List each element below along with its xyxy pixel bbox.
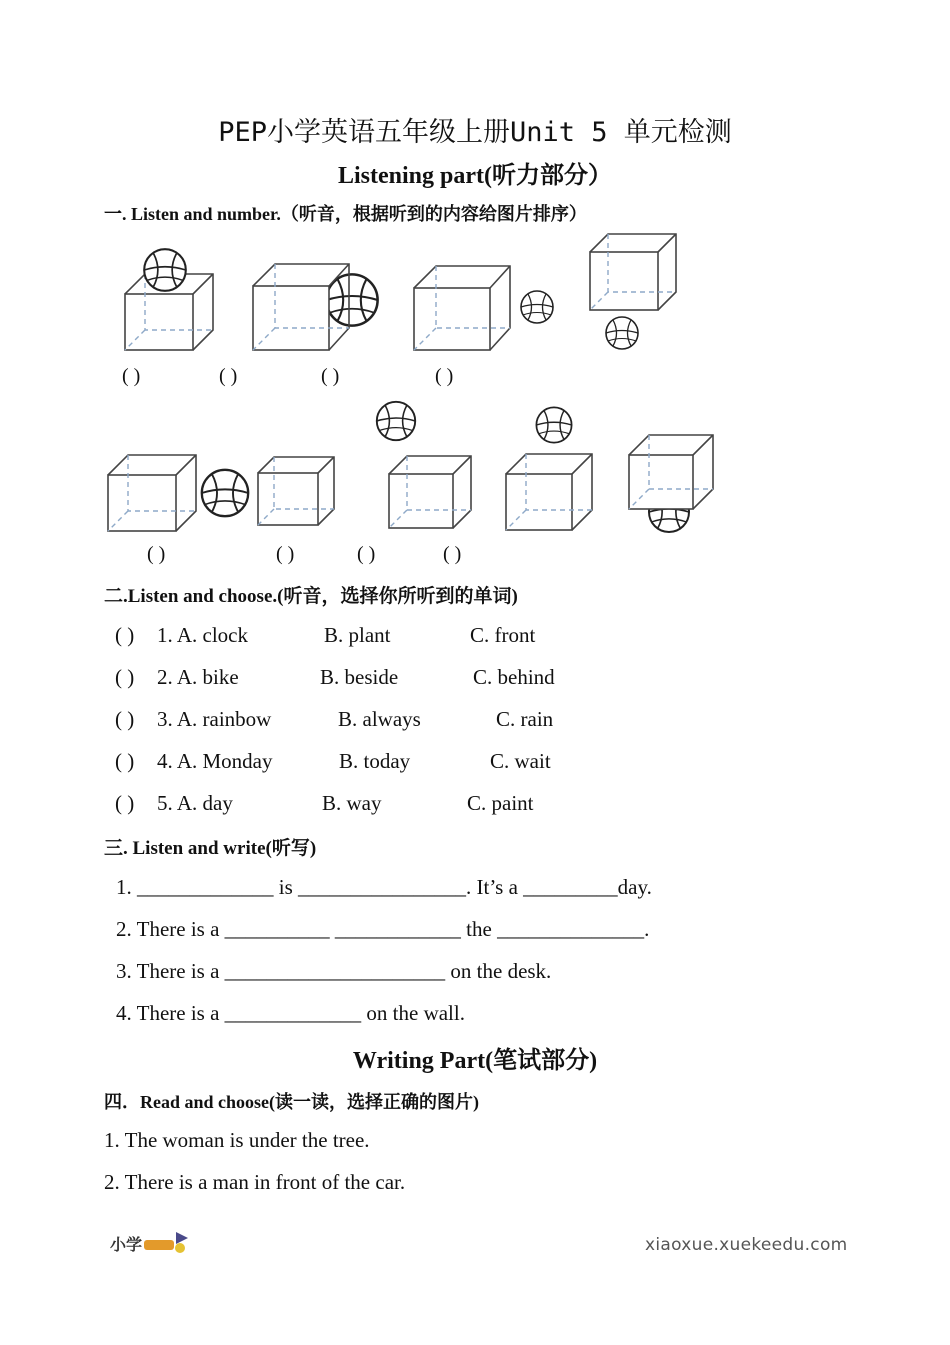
option-b: B. beside <box>320 665 399 689</box>
option-c: C. wait <box>490 749 551 773</box>
reading-sentence: 1. The woman is under the tree. <box>104 1128 370 1152</box>
option-a: 2. A. bike <box>157 665 239 689</box>
section1-heading: 一. Listen and number.（听音，根据听到的内容给图片排序） <box>104 204 587 224</box>
answer-blank[interactable]: ( ) <box>443 543 462 565</box>
section3-heading: 三. Listen and write(听写) <box>104 838 317 859</box>
picture-ball-on-box <box>125 249 213 350</box>
option-a: 5. A. day <box>157 791 233 815</box>
listening-heading: Listening part(听力部分） <box>337 163 612 189</box>
answer-blank[interactable]: ( ) <box>115 665 135 689</box>
option-b: B. way <box>322 791 382 815</box>
answer-blank[interactable]: ( ) <box>435 365 454 387</box>
option-c: C. rain <box>496 707 554 731</box>
picture-ball-above-box-2 <box>506 407 592 530</box>
answer-blank[interactable]: ( ) <box>219 365 238 387</box>
answer-blank[interactable]: ( ) <box>122 365 141 387</box>
dictation-line[interactable]: 1. _____________ is ________________. It’s a _________day. <box>116 875 652 899</box>
picture-ball-beside-box <box>414 266 553 350</box>
writing-heading: Writing Part(笔试部分) <box>352 1048 598 1074</box>
picture-ball-behind-box <box>253 264 378 350</box>
answer-blank[interactable]: ( ) <box>357 543 376 565</box>
option-a: 1. A. clock <box>157 623 248 647</box>
picture-ball-beside-box-2 <box>108 455 248 531</box>
dictation-line[interactable]: 2. There is a __________ ____________ the ______________. <box>116 917 650 941</box>
option-a: 4. A. Monday <box>157 749 273 773</box>
answer-blank[interactable]: ( ) <box>276 543 295 565</box>
answer-blank[interactable]: ( ) <box>115 791 135 815</box>
dictation-line[interactable]: 3. There is a _____________________ on the desk. <box>116 959 552 983</box>
picture-box-only <box>258 457 334 525</box>
option-c: C. paint <box>467 791 534 815</box>
option-b: B. plant <box>324 623 391 647</box>
option-c: C. behind <box>473 665 555 689</box>
reading-sentence: 2. There is a man in front of the car. <box>104 1170 406 1194</box>
footer-url[interactable]: xiaoxue.xuekeedu.com <box>645 1235 848 1255</box>
listen-number-pictures <box>0 0 950 560</box>
answer-blank[interactable]: ( ) <box>115 707 135 731</box>
picture-ball-above-box <box>377 402 471 528</box>
option-b: B. always <box>338 707 421 731</box>
option-b: B. today <box>339 749 411 773</box>
answer-blank[interactable]: ( ) <box>321 365 340 387</box>
option-c: C. front <box>470 623 536 647</box>
option-a: 3. A. rainbow <box>157 707 272 731</box>
answer-blank[interactable]: ( ) <box>115 749 135 773</box>
answer-blank[interactable]: ( ) <box>115 623 135 647</box>
page-title: PEP小学英语五年级上册Unit 5 单元检测 <box>218 117 732 148</box>
section4-heading: 四．Read and choose(读一读，选择正确的图片) <box>104 1092 480 1112</box>
picture-ball-under-box <box>590 234 676 349</box>
footer-logo <box>108 1226 192 1265</box>
picture-ball-under-box-2 <box>629 435 713 532</box>
svg-text:小学: 小学 <box>110 1235 143 1254</box>
dictation-line[interactable]: 4. There is a _____________ on the wall. <box>116 1001 465 1025</box>
section2-heading: 二.Listen and choose.(听音，选择你所听到的单词) <box>104 586 518 607</box>
answer-blank[interactable]: ( ) <box>147 543 166 565</box>
